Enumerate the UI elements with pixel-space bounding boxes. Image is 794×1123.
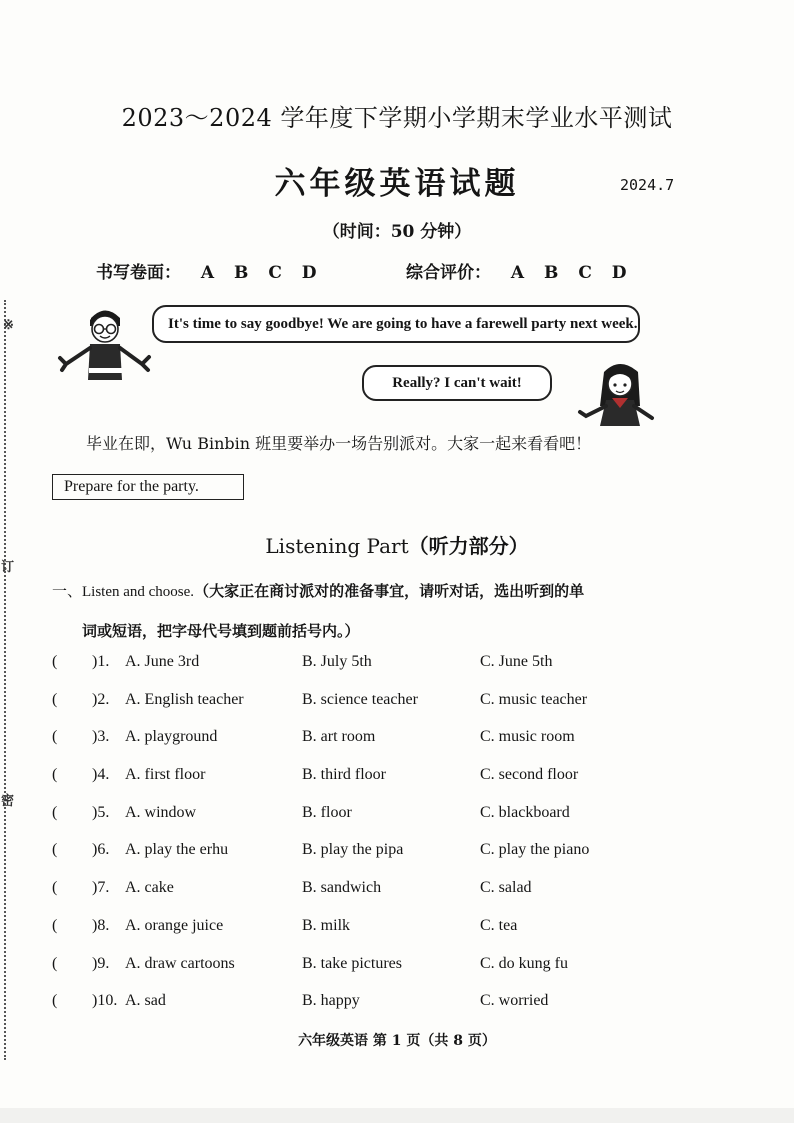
option-b: B. take pictures xyxy=(302,954,402,972)
section-heading-en: Listening Part xyxy=(265,534,409,558)
answer-bracket[interactable]: ( xyxy=(52,728,58,746)
section-heading xyxy=(0,530,794,559)
question-number: )8. xyxy=(92,916,110,934)
option-a: A. first floor xyxy=(125,766,206,784)
grade-option: A xyxy=(510,263,525,283)
answer-bracket[interactable]: ( xyxy=(52,803,58,821)
answer-bracket[interactable]: ( xyxy=(52,879,58,897)
girl-illustration xyxy=(570,360,670,430)
answer-bracket[interactable]: ( xyxy=(52,954,58,972)
question-number: )1. xyxy=(92,653,110,670)
prepare-box xyxy=(52,474,244,500)
time-note: （时间：50 分钟） xyxy=(322,222,472,242)
grade-option: B xyxy=(234,263,249,283)
option-b: B. art room xyxy=(302,728,376,746)
question-row xyxy=(52,879,672,917)
prepare-box-text: Prepare for the party. xyxy=(64,478,199,495)
grade-option: D xyxy=(611,263,627,283)
overall-grade xyxy=(406,258,627,283)
handwriting-label: 书写卷面： xyxy=(96,263,181,283)
option-b: B. play the pipa xyxy=(302,841,404,859)
question-row xyxy=(52,841,672,879)
grade-option: B xyxy=(544,263,559,283)
binding-dotted-line xyxy=(4,300,6,1060)
option-c: C. salad xyxy=(480,879,532,897)
binding-mark-lower: 密 xyxy=(1,794,15,809)
scan-bottom-strip xyxy=(0,1108,794,1123)
question-number: )10. xyxy=(92,992,118,1010)
answer-bracket[interactable]: ( xyxy=(52,841,58,859)
section-heading-cn: （听力部分） xyxy=(408,534,529,558)
option-a: A. June 3rd xyxy=(125,653,200,670)
option-c: C. music teacher xyxy=(480,690,588,708)
question-row xyxy=(52,691,672,729)
option-b: B. sandwich xyxy=(302,879,382,897)
boy-speech-text: It's time to say goodbye! We are going to have a farewell party next week. xyxy=(168,315,638,332)
question-number: )3. xyxy=(92,728,110,746)
page-title: 六年级英语试题 xyxy=(274,166,520,202)
option-c: C. worried xyxy=(480,992,549,1010)
grade-option: D xyxy=(301,263,317,283)
option-a: A. cake xyxy=(125,879,174,897)
overall-label: 综合评价： xyxy=(406,263,491,283)
answer-bracket[interactable]: ( xyxy=(52,916,58,934)
instruction-prefix: 一、Listen and choose. xyxy=(52,584,195,600)
option-a: A. draw cartoons xyxy=(125,954,235,972)
option-b: B. milk xyxy=(302,916,351,934)
exam-date: 2024.7 xyxy=(620,176,675,194)
girl-speech-bubble xyxy=(362,365,552,401)
question-row xyxy=(52,728,672,766)
option-a: A. English teacher xyxy=(125,690,244,708)
question-row xyxy=(52,917,672,955)
option-b: B. science teacher xyxy=(302,690,418,708)
boy-speech-bubble xyxy=(152,305,640,343)
handwriting-grade xyxy=(96,258,317,283)
option-a: A. orange juice xyxy=(125,916,224,934)
option-a: A. play the erhu xyxy=(125,841,229,859)
question-number: )9. xyxy=(92,954,110,972)
option-a: A. sad xyxy=(125,992,166,1010)
instruction-text-1: （大家正在商讨派对的准备事宜，请听对话，选出听到的单 xyxy=(194,582,585,600)
grade-option: A xyxy=(200,263,215,283)
option-c: C. tea xyxy=(480,916,518,934)
exam-title: 2023～2024 学年度下学期小学期末学业水平测试 xyxy=(121,104,673,132)
answer-bracket[interactable]: ( xyxy=(52,992,58,1010)
question-list xyxy=(52,653,672,1030)
option-b: B. floor xyxy=(302,803,352,821)
answer-bracket[interactable]: ( xyxy=(52,766,58,784)
answer-bracket[interactable]: ( xyxy=(52,690,58,708)
binding-mark-middle: 订 xyxy=(1,560,15,575)
option-c: C. second floor xyxy=(480,766,579,784)
question-number: )6. xyxy=(92,841,110,859)
option-a: A. window xyxy=(125,803,197,821)
question-number: )2. xyxy=(92,690,110,708)
instruction-line-1 xyxy=(52,580,584,601)
instruction-line-2: 词或短语，把字母代号填到题前括号内。） xyxy=(82,622,360,640)
page-footer: 六年级英语 第 1 页（共 8 页） xyxy=(298,1033,496,1049)
grade-option: C xyxy=(578,263,592,283)
question-number: )7. xyxy=(92,879,110,897)
question-row xyxy=(52,804,672,842)
option-a: A. playground xyxy=(125,728,218,746)
question-row xyxy=(52,992,672,1030)
binding-mark-top: ※ xyxy=(3,318,14,333)
option-b: B. July 5th xyxy=(302,653,372,670)
question-row xyxy=(52,955,672,993)
question-row xyxy=(52,766,672,804)
intro-text: 毕业在即，Wu Binbin 班里要举办一场告别派对。大家一起来看看吧！ xyxy=(86,434,592,453)
question-number: )5. xyxy=(92,803,110,821)
grade-option: C xyxy=(268,263,282,283)
question-number: )4. xyxy=(92,766,110,784)
girl-speech-text: Really? I can't wait! xyxy=(392,374,522,391)
question-row xyxy=(52,653,672,691)
option-c: C. music room xyxy=(480,728,575,746)
answer-bracket[interactable]: ( xyxy=(52,653,58,670)
option-b: B. third floor xyxy=(302,766,386,784)
boy-illustration xyxy=(56,302,154,386)
option-c: C. blackboard xyxy=(480,803,570,821)
option-c: C. do kung fu xyxy=(480,954,568,972)
option-c: C. play the piano xyxy=(480,841,590,859)
option-b: B. happy xyxy=(302,992,360,1010)
option-c: C. June 5th xyxy=(480,653,553,670)
